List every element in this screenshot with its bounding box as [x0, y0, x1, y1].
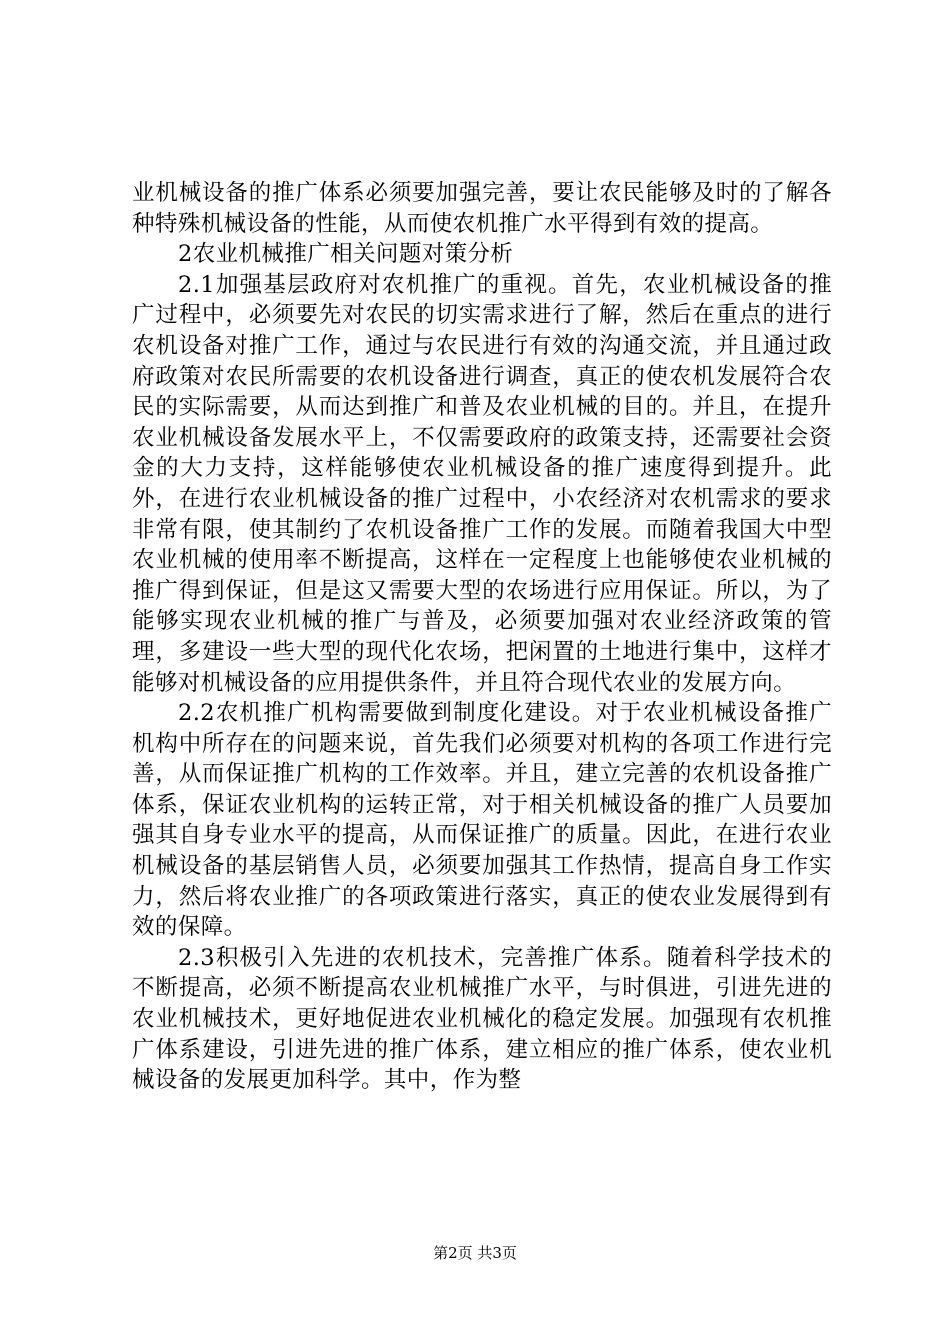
paragraph-2-2: 2.2农机推广机构需要做到制度化建设。对于农业机械设备推广机构中所存在的问题来说，首先我们必须要对机构的各项工作进行完善，从而保证推广机构的工作效率。并且，建立完善的农机设备推广体系，保证农业机构的运转正常，对于相关机械设备的推广人员要加强其自身专业水平的提高，从而保证推广的质量。因此，在进行农业机械设备的基层销售人员，必须要加强其工作热情，提高自身工作实力，然后将农业推广的各项政策进行落实，真正的使农业发展得到有效的保障。	[132, 700, 832, 941]
paragraph-2-1: 2.1加强基层政府对农机推广的重视。首先，农业机械设备的推广过程中，必须要先对农民的切实需求进行了解，然后在重点的进行农机设备对推广工作，通过与农民进行有效的沟通交流，并且通过政府政策对农民所需要的农机设备进行调查，真正的使农机发展符合农民的实际需要，从而达到推广和普及农业机械的目的。并且，在提升农业机械设备发展水平上，不仅需要政府的政策支持，还需要社会资金的大力支持，这样能够使农业机械设备的推广速度得到提升。此外，在进行农业机械设备的推广过程中，小农经济对农机需求的要求非常有限，使其制约了农机设备推广工作的发展。而随着我国大中型农业机械的使用率不断提高，这样在一定程度上也能够使农业机械的推广得到保证，但是这又需要大型的农场进行应用保证。所以，为了能够实现农业机械的推广与普及，必须要加强对农业经济政策的管理，多建设一些大型的现代化农场，把闲置的土地进行集中，这样才能够对机械设备的应用提供条件，并且符合现代农业的发展方向。	[132, 271, 832, 696]
page-footer: 第2页 共3页	[433, 1244, 517, 1262]
document-body	[132, 178, 832, 1096]
paragraph-continuation: 业机械设备的推广体系必须要加强完善，要让农民能够及时的了解各种特殊机械设备的性能，从而使农机推广水平得到有效的提高。	[132, 180, 832, 237]
paragraph-2-3: 2.3积极引入先进的农机技术，完善推广体系。随着科学技术的不断提高，必须不断提高农业机械推广水平，与时俱进，引进先进的农业机械技术，更好地促进农业机械化的稳定发展。加强现有农机推广体系建设，引进先进的推广体系，建立相应的推广体系，使农业机械设备的发展更加科学。其中，作为整	[132, 944, 832, 1094]
section-heading: 2农业机械推广相关问题对策分析	[178, 241, 514, 268]
